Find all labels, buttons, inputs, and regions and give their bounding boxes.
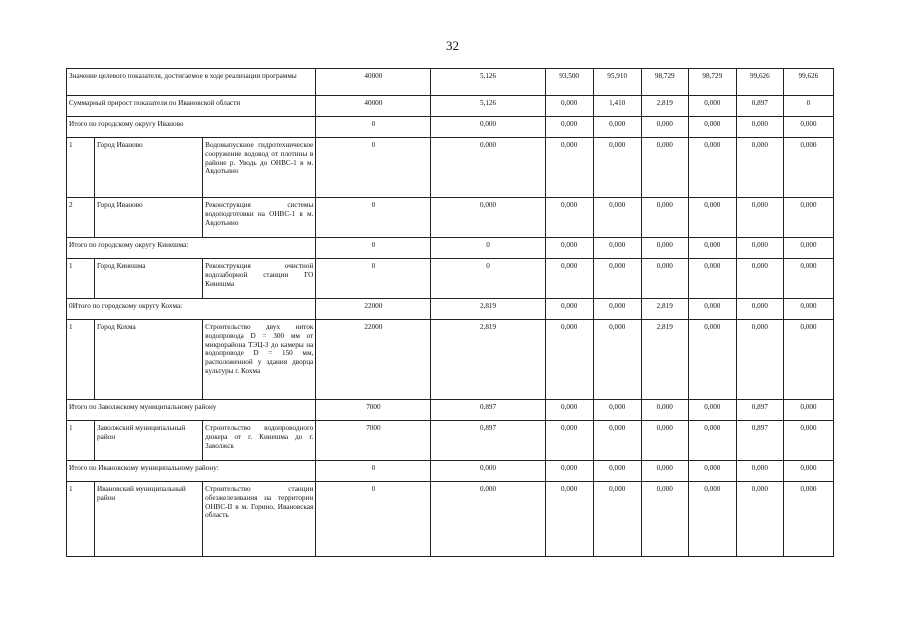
- value-cell: 0,000: [545, 320, 593, 400]
- value-cell: 0,000: [736, 461, 783, 482]
- value-cell: 0,000: [593, 421, 641, 461]
- value-cell: 0,000: [545, 421, 593, 461]
- value-cell: 0,000: [641, 421, 688, 461]
- value-cell: 0,000: [545, 96, 593, 117]
- project-description: Реконструкция системы водоподготовки на ОНВС-1 в м. Авдотьино: [203, 198, 316, 238]
- value-cell: 0: [431, 238, 545, 259]
- item-row: [67, 198, 834, 238]
- value-cell: 0,000: [688, 421, 736, 461]
- value-cell: 0,000: [688, 299, 736, 320]
- value-cell: 0,000: [431, 482, 545, 557]
- item-row: [67, 138, 834, 198]
- value-cell: 0,000: [641, 198, 688, 238]
- summary-row: [67, 299, 834, 320]
- value-cell: 0,000: [545, 299, 593, 320]
- value-cell: 0,000: [593, 299, 641, 320]
- value-cell: 0: [431, 259, 545, 299]
- value-cell: 98,729: [641, 69, 688, 96]
- value-cell: 0,000: [641, 238, 688, 259]
- project-description: Строительство станции обезжелезивания на территории ОНВС-II в м. Горино, Ивановская область: [203, 482, 316, 557]
- value-cell: 2,819: [431, 320, 545, 400]
- value-cell: 0,000: [688, 198, 736, 238]
- value-cell: 0,000: [641, 482, 688, 557]
- value-cell: 0,000: [688, 482, 736, 557]
- value-cell: 0,000: [593, 259, 641, 299]
- value-cell: 1,410: [593, 96, 641, 117]
- page-number: 32: [446, 38, 459, 53]
- value-cell: 0,000: [545, 138, 593, 198]
- value-cell: 7000: [316, 400, 431, 421]
- municipality-name: Город Кинешма: [95, 259, 203, 299]
- value-cell: 0,000: [431, 117, 545, 138]
- row-label: 0Итого по городскому округу Кохма:: [67, 299, 316, 320]
- row-number: 1: [67, 421, 95, 461]
- municipality-name: Город Кохма: [95, 320, 203, 400]
- value-cell: 5,126: [431, 69, 545, 96]
- value-cell: 0,000: [688, 461, 736, 482]
- value-cell: 0,000: [688, 400, 736, 421]
- value-cell: 0,000: [736, 259, 783, 299]
- value-cell: 0,000: [545, 198, 593, 238]
- value-cell: 0,000: [593, 138, 641, 198]
- value-cell: 0,000: [641, 400, 688, 421]
- value-cell: 0,897: [736, 400, 783, 421]
- value-cell: 0,000: [641, 259, 688, 299]
- value-cell: 0,000: [545, 461, 593, 482]
- value-cell: 99,626: [736, 69, 783, 96]
- value-cell: 0,000: [545, 482, 593, 557]
- value-cell: 0,000: [736, 299, 783, 320]
- value-cell: 95,910: [593, 69, 641, 96]
- item-row: [67, 259, 834, 299]
- value-cell: 0,000: [783, 320, 833, 400]
- value-cell: 0,000: [593, 198, 641, 238]
- row-label: Итого по городскому округу Иваново: [67, 117, 316, 138]
- value-cell: 98,729: [688, 69, 736, 96]
- value-cell: 0,897: [736, 96, 783, 117]
- value-cell: 0,000: [783, 400, 833, 421]
- value-cell: 0,000: [783, 117, 833, 138]
- value-cell: 0,000: [688, 320, 736, 400]
- row-number: 2: [67, 198, 95, 238]
- value-cell: 0,000: [783, 238, 833, 259]
- value-cell: 40000: [316, 96, 431, 117]
- value-cell: 2,819: [641, 96, 688, 117]
- project-description: Реконструкция очистной водозаборной станции ГО Кинешма: [203, 259, 316, 299]
- value-cell: 0,000: [545, 117, 593, 138]
- value-cell: 7000: [316, 421, 431, 461]
- project-description: Строительство двух ниток водопровода D = 300 мм от микрорайона ТЭЦ-3 до камеры на водопроводе D = 150 мм, расположенной у здания дворца культуры г. Кохма: [203, 320, 316, 400]
- value-cell: 0,000: [688, 117, 736, 138]
- value-cell: 2,819: [641, 320, 688, 400]
- municipality-name: Город Иваново: [95, 138, 203, 198]
- item-row: [67, 482, 834, 557]
- summary-row: [67, 69, 834, 96]
- municipality-name: Заволжский муниципальный район: [95, 421, 203, 461]
- value-cell: 0,000: [783, 299, 833, 320]
- value-cell: 0,000: [593, 482, 641, 557]
- row-number: 1: [67, 320, 95, 400]
- value-cell: 0,000: [783, 482, 833, 557]
- value-cell: 0,897: [431, 421, 545, 461]
- value-cell: 0,897: [736, 421, 783, 461]
- row-label: Суммарный прирост показателя по Ивановской области: [67, 96, 316, 117]
- summary-row: [67, 400, 834, 421]
- value-cell: 0,000: [783, 138, 833, 198]
- value-cell: 0,000: [736, 117, 783, 138]
- value-cell: 0,897: [431, 400, 545, 421]
- row-number: 1: [67, 138, 95, 198]
- value-cell: 0,000: [783, 259, 833, 299]
- value-cell: 40000: [316, 69, 431, 96]
- value-cell: 0,000: [783, 461, 833, 482]
- row-label: Итого по Заволжскому муниципальному району: [67, 400, 316, 421]
- summary-row: [67, 238, 834, 259]
- summary-row: [67, 461, 834, 482]
- value-cell: 0: [316, 461, 431, 482]
- value-cell: 93,500: [545, 69, 593, 96]
- item-row: [67, 421, 834, 461]
- value-cell: 0,000: [783, 198, 833, 238]
- value-cell: 2,819: [431, 299, 545, 320]
- value-cell: 0,000: [593, 400, 641, 421]
- value-cell: 22000: [316, 320, 431, 400]
- value-cell: 0,000: [688, 259, 736, 299]
- summary-row: [67, 96, 834, 117]
- value-cell: 0,000: [736, 198, 783, 238]
- value-cell: 0,000: [736, 320, 783, 400]
- value-cell: 0: [316, 238, 431, 259]
- value-cell: 0,000: [431, 198, 545, 238]
- item-row: [67, 320, 834, 400]
- value-cell: 0,000: [431, 461, 545, 482]
- project-description: Строительство водопроводного дюкера от г. Кинешма до г. Заволжск: [203, 421, 316, 461]
- project-description: Водовыпускное гидротехническое сооружение водовод от плотины в районе р. Уводь до ОНВС-1 в м. Авдотьино: [203, 138, 316, 198]
- value-cell: 99,626: [783, 69, 833, 96]
- row-number: 1: [67, 482, 95, 557]
- value-cell: 0: [316, 482, 431, 557]
- value-cell: 0,000: [593, 238, 641, 259]
- value-cell: 0,000: [688, 96, 736, 117]
- value-cell: 0,000: [641, 461, 688, 482]
- value-cell: 5,126: [431, 96, 545, 117]
- row-label: Итого по Ивановскому муниципальному району:: [67, 461, 316, 482]
- value-cell: 0: [783, 96, 833, 117]
- value-cell: 0,000: [688, 238, 736, 259]
- value-cell: 0,000: [641, 117, 688, 138]
- value-cell: 2,819: [641, 299, 688, 320]
- value-cell: 0,000: [593, 117, 641, 138]
- value-cell: 0,000: [783, 421, 833, 461]
- municipality-name: Город Иваново: [95, 198, 203, 238]
- value-cell: 0,000: [545, 400, 593, 421]
- value-cell: 0,000: [431, 138, 545, 198]
- value-cell: 0,000: [736, 138, 783, 198]
- value-cell: 0,000: [545, 259, 593, 299]
- value-cell: 0,000: [593, 320, 641, 400]
- value-cell: 0: [316, 198, 431, 238]
- value-cell: 0,000: [593, 461, 641, 482]
- value-cell: 0: [316, 117, 431, 138]
- summary-row: [67, 117, 834, 138]
- value-cell: 0,000: [688, 138, 736, 198]
- value-cell: 0,000: [736, 238, 783, 259]
- municipality-name: Ивановский муниципальный район: [95, 482, 203, 557]
- data-table: [66, 68, 834, 557]
- row-number: 1: [67, 259, 95, 299]
- value-cell: 0,000: [641, 138, 688, 198]
- value-cell: 22000: [316, 299, 431, 320]
- value-cell: 0: [316, 138, 431, 198]
- row-label: Итого по городскому округу Кинешма:: [67, 238, 316, 259]
- value-cell: 0,000: [545, 238, 593, 259]
- value-cell: 0,000: [736, 482, 783, 557]
- row-label: Значение целевого показателя, достигаемое в ходе реализации программы: [67, 69, 316, 96]
- value-cell: 0: [316, 259, 431, 299]
